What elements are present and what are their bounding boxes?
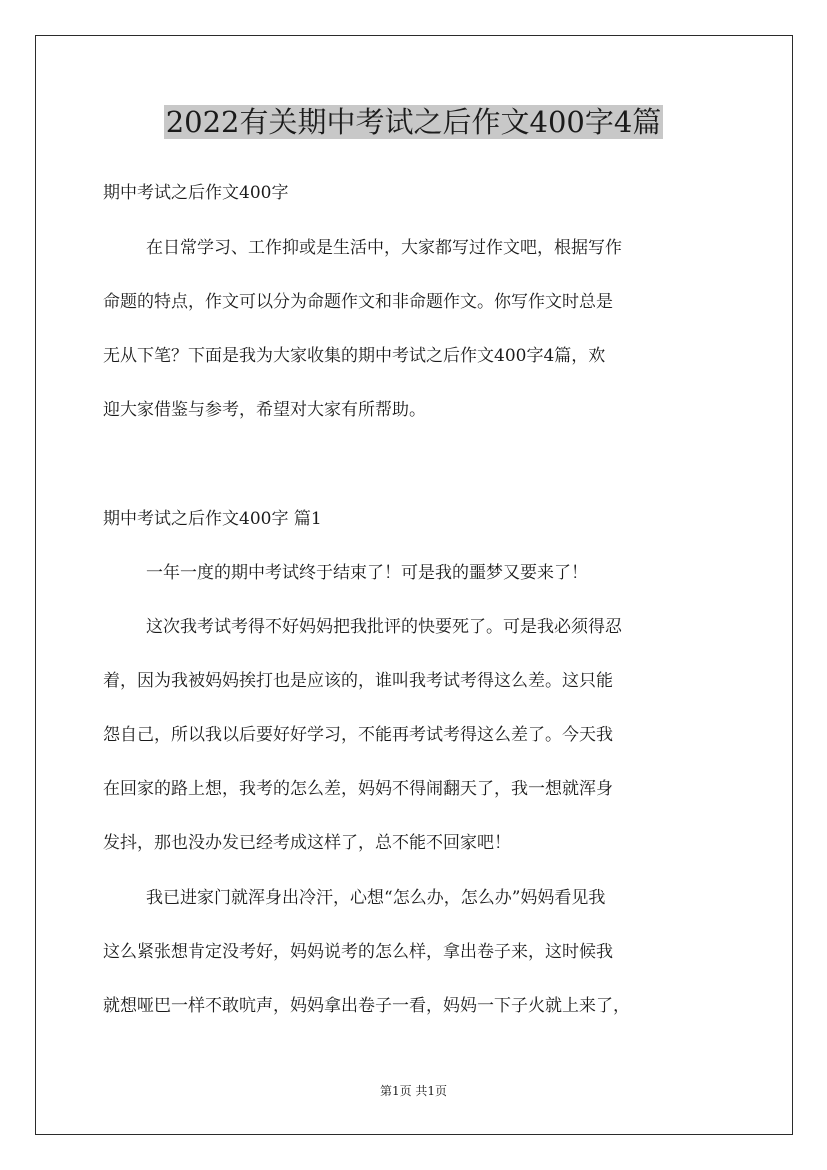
body-line-6: 发抖，那也没办发已经考成这样了，总不能不回家吧！ [103, 833, 511, 853]
body-line-1: 一年一度的期中考试终于结束了！可是我的噩梦又要来了！ [146, 563, 588, 583]
intro-line-3: 无从下笔？下面是我为大家收集的期中考试之后作文400字4篇，欢 [103, 346, 606, 366]
section-heading: 期中考试之后作文400字 篇1 [103, 509, 322, 529]
body-line-7: 我已进家门就浑身出冷汗，心想“怎么办，怎么办”妈妈看见我 [146, 888, 606, 908]
body-line-2: 这次我考试考得不好妈妈把我批评的快要死了。可是我必须得忍 [146, 617, 622, 637]
body-line-5: 在回家的路上想，我考的怎么差，妈妈不得闹翻天了，我一想就浑身 [103, 779, 613, 799]
intro-line-2: 命题的特点，作文可以分为命题作文和非命题作文。你写作文时总是 [103, 292, 613, 312]
intro-line-4: 迎大家借鉴与参考，希望对大家有所帮助。 [103, 400, 426, 420]
body-line-8: 这么紧张想肯定没考好，妈妈说考的怎么样，拿出卷子来，这时候我 [103, 942, 613, 962]
page-footer: 第1页 共1页 [379, 1084, 448, 1098]
subtitle: 期中考试之后作文400字 [103, 183, 289, 203]
body-line-9: 就想哑巴一样不敢吭声，妈妈拿出卷子一看，妈妈一下子火就上来了， [103, 996, 630, 1016]
body-line-3: 着，因为我被妈妈挨打也是应该的，谁叫我考试考得这么差。这只能 [103, 671, 613, 691]
body-line-4: 怨自己，所以我以后要好好学习，不能再考试考得这么差了。今天我 [103, 725, 613, 745]
document-title: 2022有关期中考试之后作文400字4篇 [165, 105, 662, 139]
intro-line-1: 在日常学习、工作抑或是生活中，大家都写过作文吧，根据写作 [146, 238, 622, 258]
